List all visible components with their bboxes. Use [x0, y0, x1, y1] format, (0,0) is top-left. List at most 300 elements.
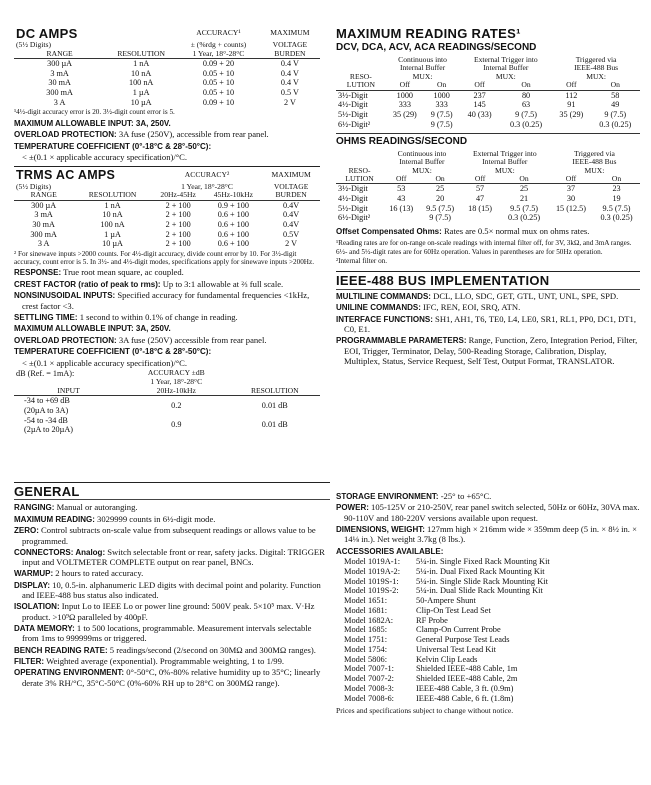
accessory-desc: Kelvin Clip Leads	[416, 654, 478, 664]
general-item-label: WARMUP:	[14, 569, 54, 579]
dc-overload: OVERLOAD PROTECTION: 3A fuse (250V), accessible from rear panel.	[14, 129, 269, 140]
ac-max-input: MAXIMUM ALLOWABLE INPUT: 3A, 250V.	[14, 324, 171, 334]
ieee-multiline: MULTILINE COMMANDS: DCL, LLO, SDC, GET, GTL, UNT, UNL, SPE, SPD.	[336, 290, 619, 301]
table-row	[14, 69, 320, 79]
mux-on-header: On	[521, 80, 531, 90]
table-cell: 30 mA	[48, 78, 71, 88]
accessory-model: Model 1019A-1:	[344, 557, 401, 567]
db-input-cell	[14, 416, 123, 435]
list-item	[344, 596, 640, 606]
ac-settling: SETTLING TIME: 1 second to within 0.1% of change in reading.	[14, 311, 238, 322]
grp1b-header: Internal Buffer	[399, 157, 445, 167]
resolution-cell: 3½-Digit	[338, 184, 368, 194]
general-section	[14, 480, 330, 689]
header-row	[336, 167, 640, 175]
general-item-label: CONNECTORS: Analog:	[14, 547, 106, 557]
rate-cell: 25	[519, 184, 529, 194]
storage-env: STORAGE ENVIRONMENT: -25° to +65°C.	[336, 491, 492, 501]
divider	[14, 482, 330, 483]
table-cell: 30 mA	[32, 219, 55, 229]
table-cell: 1 nA	[133, 59, 150, 69]
rate-cell	[552, 120, 590, 130]
table-cell: 2 V	[283, 97, 296, 107]
accessory-model: Model 1681:	[344, 605, 388, 615]
accessory-desc: RF Probe	[416, 615, 448, 625]
accessory-desc: 5¼-in. Single Slide Rack Mounting Kit	[416, 576, 548, 586]
grp2b-header: Internal Buffer	[482, 157, 528, 167]
rate-cell: 9.5 (7.5)	[510, 203, 539, 213]
grp3b-header: IEEE-488 Bus	[572, 157, 617, 167]
mux-off-header: Off	[566, 80, 577, 90]
table-row	[336, 120, 640, 130]
accessory-desc: Universal Test Lead Kit	[416, 644, 496, 654]
general-item-text: 0°-50°C, 0%-80% relative humidity up to 35°C; linearly derate 3% RH/°C, 35°C-50°C (0%-60% RH up to 28°C on 300MΩ range).	[22, 667, 321, 688]
table-cell: 3 A	[37, 239, 50, 249]
rate-cell	[386, 120, 424, 130]
table-cell: 300 µA	[31, 200, 57, 210]
rate-cell: 333	[435, 100, 448, 110]
resolution-cell: 3½-Digit	[338, 90, 368, 100]
ac-amps-table	[14, 168, 320, 249]
accessory-desc: General Purpose Test Leads	[416, 635, 510, 645]
mux-header: MUX:	[412, 165, 432, 175]
lution-header: LUTION	[346, 80, 375, 90]
ac-tempco-text: < ±(0.1 × applicable accuracy specification)/°C.	[22, 357, 188, 368]
list-item	[344, 694, 640, 704]
divider	[336, 271, 640, 272]
table-cell: 0.4 V	[280, 78, 299, 88]
list-item	[344, 645, 640, 655]
mux-header: MUX:	[412, 71, 433, 81]
ac-footnote: ² For sinewave inputs >2000 counts. For 4½-digit accuracy, divide count error by 10. For 3½-digit accuracy, count error is 5. In 3½- and 4½-digit modes, specifications apply for sinewave inputs >200Hz.	[14, 249, 314, 267]
offset-ohms: Offset Compensated Ohms: Rates are 0.5× normal mux on ohms rates.	[336, 226, 590, 237]
rate-cell: 237	[473, 90, 486, 100]
table-cell: 0.6 + 100	[217, 219, 249, 229]
rate-cell: 1000	[433, 90, 450, 100]
mux-on-header: On	[610, 80, 620, 90]
general-item-text: 5 readings/second (2/second on 30MΩ and 300MΩ ranges).	[109, 644, 316, 655]
rate-cell: 9 (7.5)	[430, 109, 453, 119]
list-item	[344, 655, 640, 665]
ohms-table	[336, 150, 640, 223]
dc-amps-table	[14, 26, 320, 107]
grp3b-header: IEEE-488 Bus	[574, 63, 619, 73]
accessory-model: Model 7007-2:	[344, 674, 395, 684]
table-row	[14, 396, 320, 416]
table-cell: 0.6 + 100	[217, 210, 249, 220]
ac-tempco-label: TEMPERATURE COEFFICIENT (0°-18°C & 28°-50°C):	[14, 347, 212, 357]
accessory-model: Model 1682A:	[344, 615, 394, 625]
table-cell: 2 + 100	[165, 210, 191, 220]
table-cell: 3 mA	[50, 68, 69, 78]
db-table	[14, 369, 320, 435]
ac-digits: (5½ Digits)	[16, 181, 52, 191]
db-acc-2: 1 Year, 18°-28°C	[150, 377, 203, 387]
general-item	[14, 656, 330, 666]
accessory-model: Model 7008-3:	[344, 683, 395, 693]
rate-cell: 19	[612, 194, 621, 204]
table-cell: 2 V	[285, 239, 298, 249]
resolution-cell: 6½-Digit²	[338, 119, 371, 129]
list-item	[344, 625, 640, 635]
general-item	[14, 667, 330, 688]
table-cell: 0.4 V	[280, 59, 299, 69]
table-cell: 10 µA	[102, 239, 123, 249]
ac-acc-header-2: 1 Year, 18°-28°C	[181, 181, 233, 191]
accessory-desc: Clamp-On Current Probe	[416, 625, 501, 635]
resolution-cell: 5½-Digit	[338, 203, 368, 213]
grp1b-header: Internal Buffer	[399, 63, 446, 73]
rate-cell: 20	[436, 194, 445, 204]
rate-cell	[383, 213, 419, 223]
divider	[14, 166, 320, 167]
left-column	[14, 26, 320, 435]
rate-cell: 35 (29)	[392, 109, 417, 119]
general-item	[14, 568, 330, 578]
mux-on-header: On	[611, 174, 622, 184]
grp2b-header: Internal Buffer	[483, 63, 529, 73]
table-cell: 300 µA	[47, 59, 73, 69]
table-cell: 0.4V	[283, 200, 300, 210]
general-item-label: RANGING:	[14, 503, 55, 513]
general-item	[14, 645, 330, 655]
grp2-header: External Trigger into	[473, 148, 537, 158]
rate-cell: 35 (29)	[559, 109, 584, 119]
table-cell: 0.4V	[283, 210, 300, 220]
table-cell: 0.05 + 10	[202, 68, 235, 78]
divider	[336, 289, 640, 290]
table-cell: 300 mA	[30, 229, 57, 239]
accessory-desc: Shielded IEEE-488 Cable, 2m	[416, 674, 518, 684]
accessory-desc: 5¼-in. Dual Slide Rack Mounting Kit	[416, 586, 543, 596]
header-cell	[336, 56, 386, 64]
general-item-text: 1 to 500 locations, programmable. Measurement intervals selectable from 1ms to 999999ms or triggered.	[22, 622, 312, 644]
table-cell: 2 + 100	[165, 200, 191, 210]
db-acc-1: ACCURACY ±dB	[147, 368, 205, 378]
rate-cell: 49	[611, 100, 620, 110]
rate-cell: 63	[521, 100, 531, 110]
general-item-label: BENCH READING RATE:	[14, 645, 108, 655]
rate-cell: 21	[519, 194, 529, 204]
list-item	[344, 635, 640, 645]
accessory-desc: IEEE-488 Cable, 3 ft. (0.9m)	[416, 683, 514, 693]
mux-off-header: Off	[474, 174, 486, 184]
rate-cell: 40 (33)	[467, 109, 492, 119]
rate-cell: 0.3 (0.25)	[600, 213, 633, 223]
general-item-text: Input Lo to IEEE Lo or power line ground: 500V peak. 5×10⁵ max. V·Hz product. >10⁹Ω paralleled by 400pF.	[22, 601, 315, 622]
table-row	[14, 239, 320, 249]
rate-cell: 16 (13)	[389, 203, 414, 213]
accessory-model: Model 5806:	[344, 654, 388, 664]
list-item	[344, 577, 640, 587]
table-cell: 0.4V	[283, 219, 300, 229]
dc-acc-header-1: ACCURACY¹	[196, 28, 241, 38]
rate-cell: 9 (7.5)	[429, 213, 452, 223]
list-item	[344, 606, 640, 616]
general-item	[14, 525, 330, 546]
resolution-cell: 6½-Digit²	[338, 213, 371, 223]
db-accuracy: 0.9	[171, 420, 182, 430]
general-item	[14, 601, 330, 622]
ac-resolution-header: RESOLUTION	[88, 190, 137, 200]
rate-cell: 80	[521, 90, 531, 100]
dc-amps-section	[14, 26, 320, 162]
general-item-text: Switch selectable front or rear, safety jacks. Digital: TRIGGER input and VOLTMETER COMPLETE output on rear panel, BNCs.	[22, 546, 325, 568]
accessory-desc: IEEE-488 Cable, 6 ft. (1.8m)	[416, 693, 514, 703]
list-item	[344, 586, 640, 596]
mux-off-header: Off	[474, 80, 485, 90]
table-row	[14, 230, 320, 240]
table-cell: 2 + 100	[165, 229, 191, 239]
accessory-model: Model 1019S-2:	[344, 586, 399, 596]
table-cell: 0.5V	[283, 229, 300, 239]
rate-cell: 53	[397, 184, 406, 194]
dc-acc-header-3: 1 Year, 18°-28°C	[192, 48, 245, 58]
rate-cell: 9 (7.5)	[604, 109, 627, 119]
mux-off-header: Off	[565, 174, 577, 184]
mux-header: MUX:	[494, 165, 515, 175]
rate-cell: 0.3 (0.25)	[510, 119, 543, 129]
table-cell: 3 mA	[34, 210, 53, 220]
db-resolution: 0.01 dB	[261, 401, 288, 410]
table-row	[14, 59, 320, 69]
accessory-model: Model 7007-1:	[344, 664, 395, 674]
general-item-label: OPERATING ENVIRONMENT:	[14, 668, 125, 678]
dc-footnote: ¹4½-digit accuracy error is 20. 3½-digit count error is 5.	[14, 108, 175, 117]
table-cell: 10 µA	[130, 97, 152, 107]
table-cell: 2 + 100	[165, 219, 191, 229]
table-row	[14, 98, 320, 108]
table-row	[336, 110, 640, 120]
lution-header: LUTION	[345, 174, 374, 184]
general-item-text: Control subtracts on-scale value from subsequent readings or allows value to be programmed.	[22, 525, 316, 546]
db-input-range: -34 to +69 dB	[24, 396, 70, 406]
dc-range-header: RANGE	[46, 48, 73, 58]
grp3-header: Triggered via	[574, 148, 615, 158]
rate-cell	[461, 213, 499, 223]
table-cell: 0.6 + 100	[217, 239, 249, 249]
table-cell: 0.09 + 10	[202, 97, 235, 107]
ac-nonsin: NONSINUSOIDAL INPUTS: Specified accuracy for fundamental frequencies <1kHz, crest factor <3.	[14, 290, 310, 311]
ac-response: RESPONSE: True root mean square, ac coupled.	[14, 267, 184, 278]
dc-tempco-label: TEMPERATURE COEFFICIENT (0°-18°C & 28°-50°C):	[14, 141, 212, 151]
accessory-desc: Clip-On Test Lead Set	[416, 605, 491, 615]
table-cell: 0.5 V	[280, 88, 299, 98]
mux-on-header: On	[437, 80, 447, 90]
rate-cell: 9 (7.5)	[430, 119, 453, 129]
ieee-uniline: UNILINE COMMANDS: IFC, REN, EOI, SRQ, ATN.	[336, 302, 521, 313]
rate-cell: 0.3 (0.25)	[508, 213, 541, 223]
grp1-header: Continuous into	[398, 55, 447, 65]
table-row	[336, 184, 640, 194]
max-rates-title: MAXIMUM READING RATES¹	[336, 26, 521, 41]
general-title: GENERAL	[14, 484, 80, 499]
reso-header: RESO-	[349, 71, 372, 81]
rate-cell: 57	[475, 184, 485, 194]
mux-on-header: On	[435, 174, 445, 184]
general-item-label: ZERO:	[14, 526, 39, 536]
ieee-title: IEEE-488 BUS IMPLEMENTATION	[336, 273, 550, 289]
table-cell: 100 nA	[100, 219, 125, 229]
general-item	[14, 623, 330, 644]
ohms-title: OHMS READINGS/SECOND	[336, 133, 640, 148]
db-input-cell	[14, 396, 123, 416]
header-row	[336, 175, 640, 183]
rate-cell: 18 (15)	[468, 203, 492, 213]
rates-note-1: ¹Reading rates are for on-range on-scale readings with internal filter off, for 3V, 3kΩ, and 3mA ranges. 6½- and 5½-digit rates are for 60Hz operation. Values in parentheses are for 50Hz operation.	[336, 239, 632, 256]
mux-header: MUX:	[586, 71, 607, 81]
grp3-header: Triggered via	[575, 55, 617, 65]
rate-cell: 37	[566, 184, 576, 194]
db-ref: dB (Ref. = 1mA):	[16, 368, 75, 378]
table-cell: 10 nA	[102, 210, 123, 220]
accessory-model: Model 1651:	[344, 596, 388, 606]
ieee-programmable: PROGRAMMABLE PARAMETERS: Range, Function, Zero, Integration Period, Filter, EOI, Trigger, Terminator, Delay, 500-Reading Storage, Calibration, Display, Multiplex, Status, Service Request, Self Test, Output Format, TRANSLATOR.	[336, 335, 638, 366]
trms-ac-amps-section	[14, 168, 320, 435]
disclaimer: Prices and specifications subject to change without notice.	[336, 706, 514, 716]
table-cell: 10 nA	[131, 68, 152, 78]
table-cell: 1 nA	[104, 200, 121, 210]
ac-f1-header: 20Hz-45Hz	[160, 190, 196, 200]
ac-burden-header-1: MAXIMUM	[271, 170, 311, 180]
ac-overload: OVERLOAD PROTECTION: 3A fuse (250V) accessible from rear panel.	[14, 334, 267, 345]
accessory-model: Model 1019A-2:	[344, 566, 401, 576]
table-cell: 1 µA	[132, 88, 150, 98]
accessory-desc: 5¼-in. Single Fixed Rack Mounting Kit	[416, 557, 550, 567]
accessory-desc: 50-Ampere Shunt	[416, 596, 476, 606]
list-item	[344, 557, 640, 567]
dimensions: DIMENSIONS, WEIGHT: 127mm high × 216mm wide × 359mm deep (5 in. × 8½ in. × 14⅛ in.). Net weight 3.7kg (8 lbs.).	[336, 524, 637, 545]
max-rates-subtitle: DCV, DCA, ACV, ACA READINGS/SECOND	[336, 42, 537, 54]
mux-header: MUX:	[495, 71, 516, 81]
general-item-text: Weighted average (exponential). Programmable weighting, 1 to 1/99.	[46, 655, 285, 666]
table-cell: 100 nA	[128, 78, 154, 88]
ac-range-header: RANGE	[30, 190, 57, 200]
table-row	[336, 204, 640, 214]
table-row	[14, 88, 320, 98]
rates-table	[336, 56, 640, 129]
divider	[14, 499, 330, 500]
header-row	[336, 73, 640, 81]
table-cell: 3 A	[53, 97, 66, 107]
general-item	[14, 580, 330, 601]
right-column	[336, 26, 640, 367]
table-cell: 0.09 + 20	[202, 59, 235, 69]
general-item-label: DISPLAY:	[14, 580, 51, 590]
general-item-text: Manual or autoranging.	[56, 502, 138, 513]
accessory-desc: Shielded IEEE-488 Cable, 1m	[416, 664, 518, 674]
ac-f2-header: 45Hz-10kHz	[213, 190, 253, 200]
mux-off-header: Off	[396, 174, 407, 184]
dc-burden-header-2: VOLTAGE	[272, 40, 308, 50]
general-item-text: 10, 0.5-in. alphanumeric LED digits with decimal point and polarity. Function and IEEE-488 bus status also indicated.	[22, 579, 321, 601]
mux-header: MUX:	[584, 165, 605, 175]
general-item-label: ISOLATION:	[14, 602, 60, 612]
list-item	[344, 684, 640, 694]
rate-cell: 30	[566, 194, 576, 204]
rate-cell	[459, 120, 499, 130]
general-right-section	[336, 490, 640, 717]
rate-cell	[549, 213, 593, 223]
accessory-model: Model 7008-6:	[344, 693, 395, 703]
resolution-cell: 5½-Digit	[338, 109, 368, 119]
ac-acc-header-1: ACCURACY²	[184, 170, 230, 180]
table-row	[14, 210, 320, 220]
table-row	[336, 100, 640, 110]
accessory-model: Model 1685:	[344, 625, 388, 635]
table-row	[14, 416, 320, 435]
dc-burden-header-3: BURDEN	[274, 48, 306, 58]
ac-crest: CREST FACTOR (ratio of peak to rms): Up to 3:1 allowable at ⅔ full scale.	[14, 278, 284, 289]
rates-note-2: ²Internal filter on.	[336, 257, 388, 266]
db-accuracy: 0.2	[171, 401, 182, 410]
accessories-label: ACCESSORIES AVAILABLE:	[336, 546, 444, 556]
rate-cell: 23	[612, 184, 621, 194]
table-row	[14, 78, 320, 88]
accessory-model: Model 1019S-1:	[344, 576, 399, 586]
list-item	[344, 567, 640, 577]
db-input-header: INPUT	[57, 385, 80, 395]
ieee-interface: INTERFACE FUNCTIONS: SH1, AH1, T6, TE0, L4, LE0, SR1, RL1, PP0, DC1, DT1, C0, E1.	[336, 313, 636, 334]
rate-cell: 9.5 (7.5)	[426, 203, 455, 213]
db-acc-3: 20Hz-10kHz	[156, 385, 196, 395]
db-resolution-header: RESOLUTION	[250, 385, 299, 395]
mux-off-header: Off	[399, 80, 411, 90]
table-row	[14, 220, 320, 230]
dc-tempco-text: < ±(0.1 × applicable accuracy specification)/°C.	[22, 151, 188, 162]
table-cell: 0.05 + 10	[202, 88, 235, 98]
rate-cell: 145	[473, 100, 486, 110]
table-cell: 0.4 V	[280, 68, 299, 78]
rate-cell: 333	[398, 100, 411, 110]
general-item	[14, 502, 330, 512]
accessory-model: Model 1754:	[344, 644, 388, 654]
table-row	[14, 200, 320, 210]
rate-cell: 47	[475, 194, 485, 204]
resolution-cell: 4½-Digit	[338, 100, 368, 110]
accessory-model: Model 1751:	[344, 635, 388, 645]
dc-burden-header-1: MAXIMUM	[270, 28, 310, 38]
table-row	[336, 194, 640, 204]
dc-digits: (5½ Digits)	[16, 40, 52, 50]
general-item-label: MAXIMUM READING:	[14, 514, 95, 524]
rate-cell: 9 (7.5)	[515, 109, 537, 119]
rate-cell: 9.5 (7.5)	[602, 203, 631, 213]
rate-cell: 112	[565, 90, 578, 100]
rate-cell: 43	[397, 194, 406, 204]
table-row	[336, 213, 640, 223]
accessory-desc: 5¼-in. Dual Fixed Rack Mounting Kit	[416, 566, 545, 576]
table-cell: 1 µA	[104, 229, 121, 239]
dc-resolution-header: RESOLUTION	[117, 48, 165, 58]
power: POWER: 105-125V or 210-250V, rear panel switch selected, 50Hz or 60Hz, 30VA max. 90-110V and 180-220V versions available upon request.	[336, 502, 640, 523]
general-item-label: DATA MEMORY:	[14, 623, 75, 633]
db-resolution: 0.01 dB	[261, 420, 288, 430]
table-cell: 0.05 + 10	[202, 78, 235, 88]
rate-cell: 25	[436, 184, 445, 194]
grp1-header: Continuous into	[397, 148, 447, 158]
list-item	[344, 664, 640, 674]
dc-max-input: MAXIMUM ALLOWABLE INPUT: 3A, 250V.	[14, 118, 171, 128]
accessories-list	[336, 557, 640, 703]
ac-amps-title: TRMS AC AMPS	[16, 168, 116, 183]
rate-cell: 0.3 (0.25)	[599, 119, 632, 129]
general-item-label: FILTER:	[14, 656, 45, 666]
dc-amps-title: DC AMPS	[16, 26, 78, 41]
header-cell	[336, 150, 383, 158]
rate-cell: 15 (12.5)	[555, 203, 586, 213]
rate-cell: 1000	[396, 90, 414, 100]
